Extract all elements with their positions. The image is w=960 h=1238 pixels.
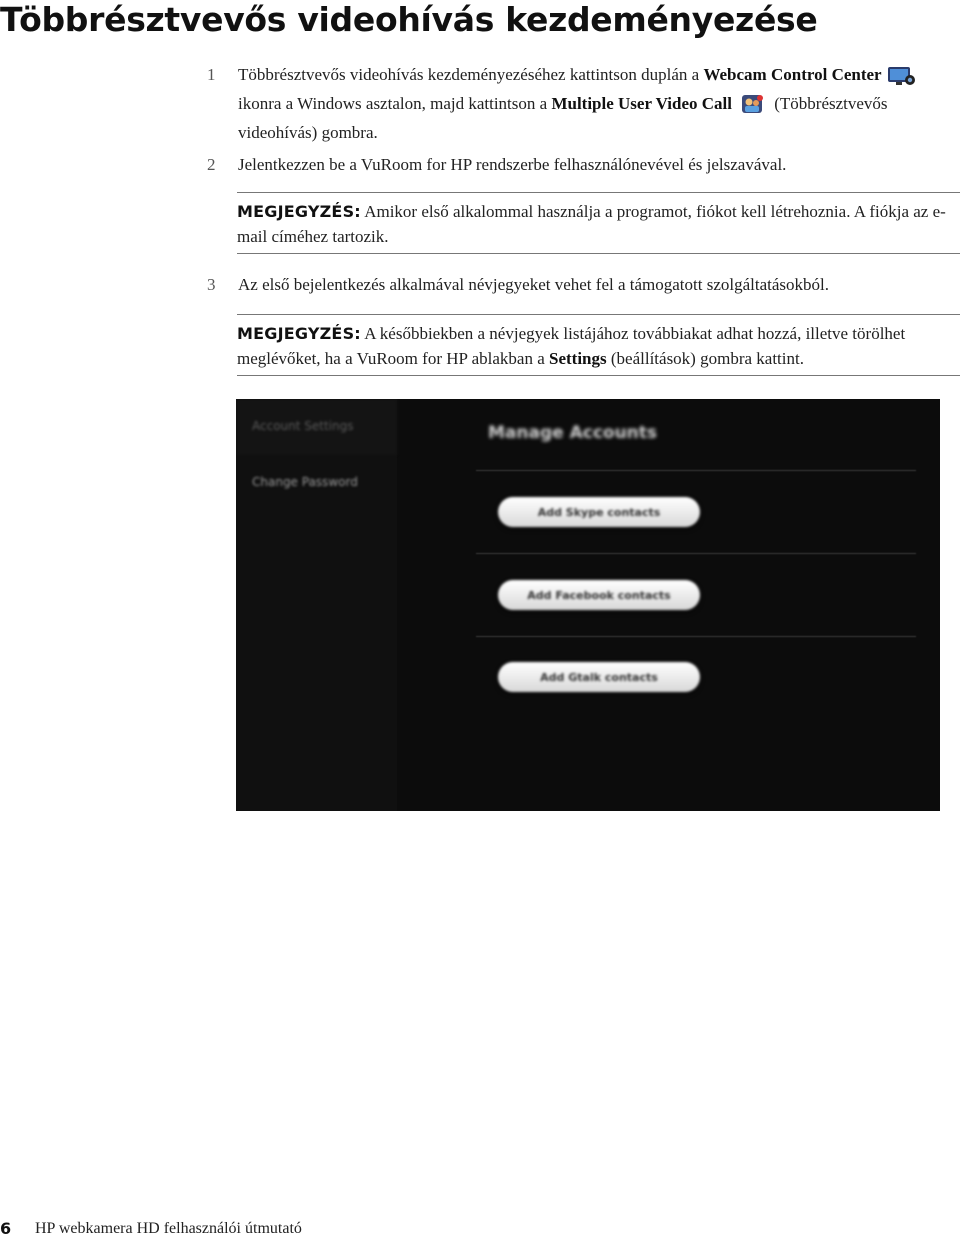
divider xyxy=(476,636,916,637)
note-label: MEGJEGYZÉS: xyxy=(237,324,361,343)
webcam-control-center-name: Webcam Control Center xyxy=(703,65,882,84)
step-3 xyxy=(207,270,927,300)
page-title: Többrésztvevős videohívás kezdeményezése xyxy=(0,0,818,39)
step-text-part: (Többrésztvevős videohívás) gombra. xyxy=(238,94,888,142)
multi-user-video-call-icon xyxy=(736,93,766,117)
note-box xyxy=(237,192,960,254)
add-skype-contacts-button[interactable]: Add Skype contacts xyxy=(498,497,700,527)
settings-name: Settings xyxy=(549,349,607,368)
note-text: Amikor első alkalommal használja a programot, fiókot kell létrehoznia. A fiókja az e-mail címéhez tartozik. xyxy=(237,202,946,246)
step-number: 3 xyxy=(207,275,216,294)
multi-user-video-call-name: Multiple User Video Call xyxy=(551,94,732,113)
add-facebook-contacts-button[interactable]: Add Facebook contacts xyxy=(498,580,700,610)
footer-text: HP webkamera HD felhasználói útmutató xyxy=(35,1220,302,1237)
step-text: Jelentkezzen be a VuRoom for HP rendszerbe felhasználónevével és jelszavával. xyxy=(238,155,787,174)
settings-sidebar xyxy=(236,399,397,811)
step-1 xyxy=(207,60,927,148)
step-number: 1 xyxy=(207,65,216,84)
step-text-part: ikonra a Windows asztalon, majd kattintson a xyxy=(238,94,552,113)
sidebar-header: Account Settings xyxy=(236,399,397,455)
note-text: (beállítások) gombra kattint. xyxy=(606,349,804,368)
note-text: A későbbiekben a névjegyek listájához továbbiakat adhat hozzá, illetve törölhet meglévőket, ha a VuRoom for HP ablakban a xyxy=(237,324,906,368)
step-text xyxy=(238,60,927,147)
vuroom-screenshot xyxy=(236,399,940,811)
webcam-control-center-icon xyxy=(886,64,916,88)
page-number: 6 xyxy=(0,1219,12,1238)
sidebar-item-change-password[interactable]: Change Password xyxy=(252,475,358,489)
note-label: MEGJEGYZÉS: xyxy=(237,202,361,221)
add-gtalk-contacts-button[interactable]: Add Gtalk contacts xyxy=(498,662,700,692)
manage-accounts-title: Manage Accounts xyxy=(488,423,658,443)
divider xyxy=(476,470,916,471)
step-2 xyxy=(207,150,927,180)
step-text-part: Többrésztvevős videohívás kezdeményezéséhez kattintson duplán a xyxy=(238,65,704,84)
note-box xyxy=(237,314,960,376)
step-text: Az első bejelentkezés alkalmával névjegyeket vehet fel a támogatott szolgáltatásokból. xyxy=(238,275,829,294)
divider xyxy=(476,553,916,554)
step-number: 2 xyxy=(207,155,216,174)
